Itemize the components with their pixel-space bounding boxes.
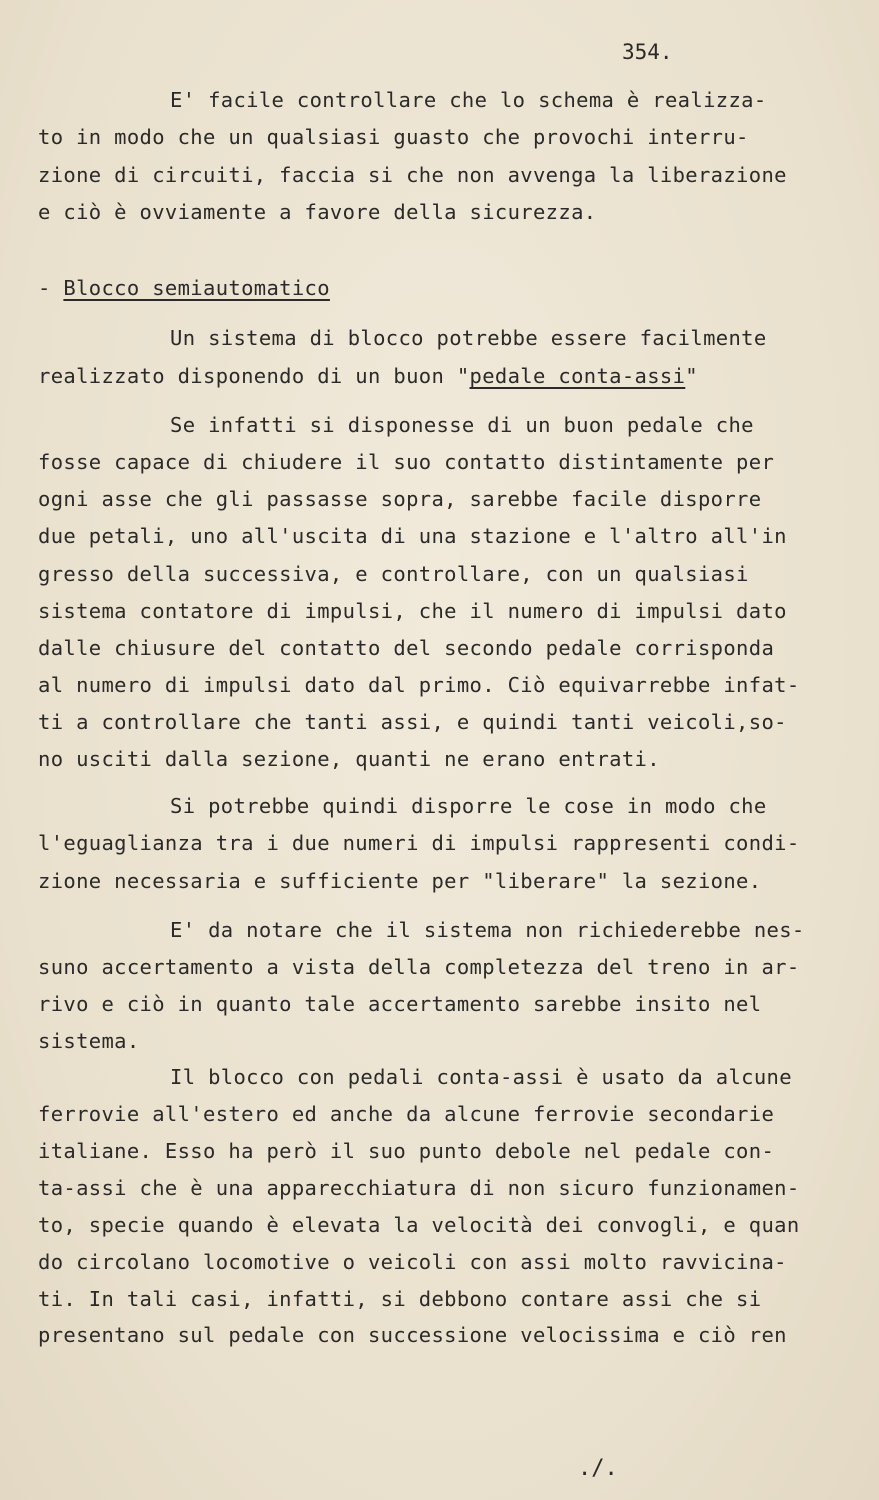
text-line: presentano sul pedale con successione velocissima e ciò ren (38, 1323, 787, 1347)
text-line: ti. In tali casi, infatti, si debbono contare assi che si (38, 1287, 762, 1311)
heading-dash: - (38, 276, 64, 300)
continuation-mark: ./. (578, 1456, 618, 1481)
text-line: Il blocco con pedali conta-assi è usato da alcune (170, 1065, 792, 1089)
text-line: e ciò è ovviamente a favore della sicurezza. (38, 200, 597, 224)
underlined-term: pedale conta-assi (469, 364, 686, 388)
text-line: ogni asse che gli passasse sopra, sarebbe facile disporre (38, 487, 762, 511)
text-line: Un sistema di blocco potrebbe essere facilmente (170, 326, 767, 350)
text-line: due petali, uno all'uscita di una stazione e l'altro all'in (38, 524, 787, 548)
text-line (38, 366, 698, 387)
text-line: fosse capace di chiudere il suo contatto distintamente per (38, 450, 775, 474)
text-line: l'eguaglianza tra i due numeri di impulsi rappresenti condi- (38, 831, 800, 855)
text-line: to in modo che un qualsiasi guasto che provochi interru- (38, 125, 749, 149)
text-line: gresso della successiva, e controllare, con un qualsiasi (38, 562, 749, 586)
text-line: al numero di impulsi dato dal primo. Ciò equivarrebbe infat- (38, 673, 800, 697)
text-line: zione di circuiti, faccia si che non avvenga la liberazione (38, 163, 787, 187)
text-line: dalle chiusure del contatto del secondo pedale corrisponda (38, 636, 775, 660)
text-line: rivo e ciò in quanto tale accertamento sarebbe insito nel (38, 992, 762, 1016)
text-line: to, specie quando è elevata la velocità dei convogli, e quan (38, 1213, 800, 1237)
text-line: ferrovie all'estero ed anche da alcune ferrovie secondarie (38, 1102, 775, 1126)
text-line: zione necessaria e sufficiente per "liberare" la sezione. (38, 869, 762, 893)
text-line: do circolano locomotive o veicoli con assi molto ravvicina- (38, 1250, 787, 1274)
text-fragment: realizzato disponendo di un buon " (38, 364, 470, 388)
text-line: no usciti dalla sezione, quanti ne erano entrati. (38, 747, 660, 771)
text-line: italiane. Esso ha però il suo punto debole nel pedale con- (38, 1139, 775, 1163)
section-heading (38, 278, 330, 299)
text-line: E' da notare che il sistema non richiederebbe nes- (170, 918, 805, 942)
heading-title: Blocco semiautomatico (63, 276, 330, 300)
text-line: sistema. (38, 1029, 140, 1053)
text-line: sistema contatore di impulsi, che il numero di impulsi dato (38, 599, 787, 623)
page-number: 354. (622, 40, 673, 64)
text-line: ti a controllare che tanti assi, e quindi tanti veicoli,so- (38, 710, 787, 734)
text-line: E' facile controllare che lo schema è realizza- (170, 88, 767, 112)
text-line: ta-assi che è una apparecchiatura di non sicuro funzionamen- (38, 1176, 800, 1200)
text-line: Se infatti si disponesse di un buon pedale che (170, 413, 754, 437)
text-line: Si potrebbe quindi disporre le cose in modo che (170, 794, 767, 818)
text-fragment: " (685, 364, 698, 388)
text-line: suno accertamento a vista della completezza del treno in ar- (38, 955, 800, 979)
